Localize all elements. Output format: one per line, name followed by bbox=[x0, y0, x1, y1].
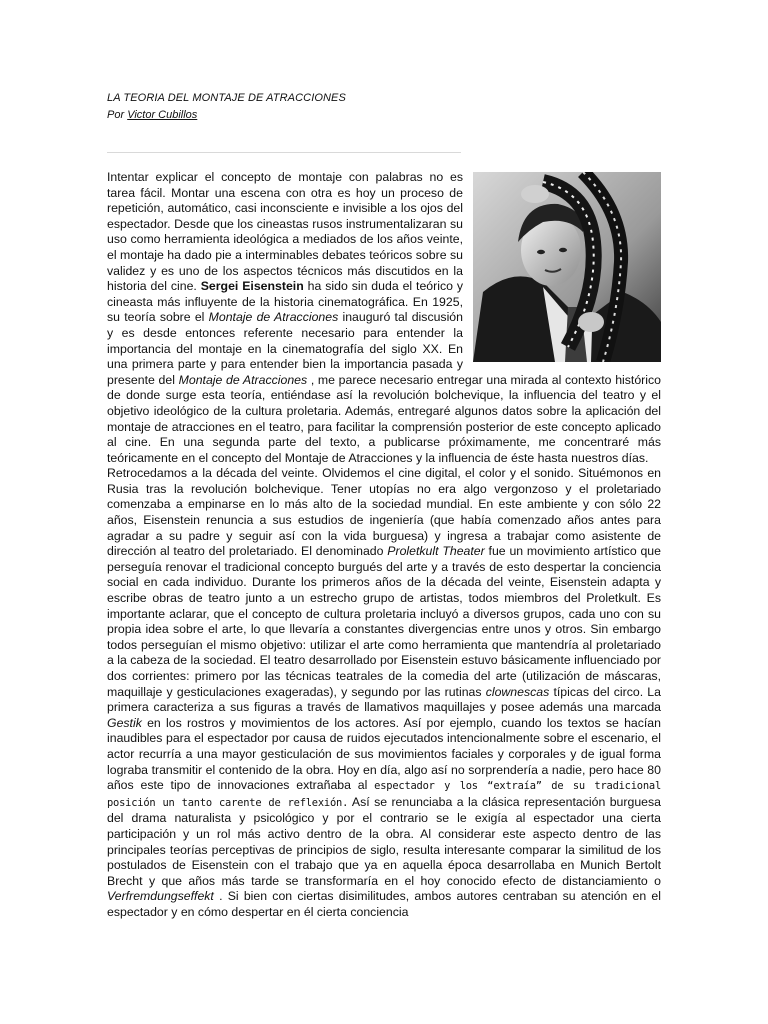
text-run: fue un movimiento artístico que perseguía renovar el tradicional concepto burgués del arte y a través de esto despertar la conciencia social en cada individuo. Durante los primeros años de la década del veinte, Eisenstein adapta y escribe obras de teatro junto a un estrecho grupo de artistas, todos miembros del Proletkult. Es importante aclarar, que el concepto de cultura proletaria incluyó a diversos grupos, cada uno con su propia idea sobre el arte, lo que llevaría a constantes divergencias entre unos y otros. Sin embargo todos perseguían el mismo objetivo: utilizar el arte como herramienta que mantendría al proletariado a la cabeza de la sociedad. El teatro desarrollado por Eisenstein estuvo básicamente influenciado por dos corrientes: primero por las técnicas teatrales de la comedia del arte (utilización de máscaras, maquillaje y gesticulaciones exageradas), y segundo por las rutinas bbox=[107, 544, 661, 699]
text-run: . Si bien con ciertas disimilitudes, ambos autores centraban su atención en el espectador y en cómo despertar en él cierta conciencia bbox=[107, 889, 661, 919]
text-run: Intentar explicar el concepto de montaje con palabras no es tarea fácil. Montar una escena con otra es hoy un proceso de repetición, automático, casi inconsciente e invisible a los ojos del espectador. Desde que los cineastas rusos instrumentalizaran su uso como herramienta ideológica a mediados de los años veinte, el montaje ha dado pie a interminables debates teóricos sobre su validez y es uno de los aspectos técnicos más discutidos en la historia del cine. bbox=[107, 170, 463, 294]
article-title: LA TEORIA DEL MONTAJE DE ATRACCIONES bbox=[107, 92, 346, 104]
bold-name: Sergei Eisenstein bbox=[200, 279, 304, 294]
monospace-run: espectador y los “extraía” de su tradicional posición un tanto carente de reflexión. bbox=[107, 780, 662, 809]
text-run: ha sido sin duda el teórico y cineasta más influyente de la historia cinematográfica. En 1925, su teoría sobre el bbox=[107, 279, 463, 325]
photo-illustration bbox=[473, 172, 661, 362]
text-run: Así se renunciaba a la clásica representación burguesa del drama naturalista y psicológico y por el contrario se le exigía al espectador una cierta participación y un rol más activo dentro de la obra. Al considerar este aspecto dentro de las principales teorías perceptivas de principios de siglo, resulta interesante comparar la similitud de los postulados de Eisenstein con el trabajo que ya en aquella época desarrollaba en Munich Bertolt Brecht y que años más tarde se transformaría en el hoy conocido efecto de distanciamiento o bbox=[107, 794, 661, 888]
italic-term: Gestik bbox=[107, 715, 142, 730]
text-run: en los rostros y movimientos de los actores. Así por ejemplo, cuando los textos se hacían inaudibles para el espectador por causa de ruidos ejecutados intencionalmente sobre el escenario, el actor recurría a una mayor gesticulación de sus movimientos faciales y corporales y de igual forma lograba transmitir el contenido de la obra. Hoy en día, algo así no sorprendería a nadie, pero hace 80 años este tipo de innovaciones extrañaba al bbox=[107, 715, 661, 793]
italic-term: Montaje de Atracciones bbox=[178, 372, 308, 387]
paragraph-2 bbox=[107, 466, 661, 920]
divider bbox=[107, 152, 461, 153]
author-link[interactable]: Victor Cubillos bbox=[127, 109, 198, 121]
eisenstein-photo bbox=[473, 172, 661, 362]
italic-term: Montaje de Atracciones bbox=[208, 310, 339, 325]
italic-term: Verfremdungseffekt bbox=[107, 889, 214, 904]
byline-prefix: Por bbox=[107, 109, 128, 121]
text-run: , me parece necesario entregar una mirada al contexto histórico de donde surge esta teoría, entiéndase así la revolución bolchevique, la influencia del teatro y el objetivo ideológico de la cultura proletaria. Además, entregaré algunos datos sobre la aplicación del montaje de atracciones en el teatro, para facilitar la comprensión posterior de este concepto aplicado al cine. En una segunda parte del texto, a publicarse próximamente, me concentraré más teóricamente en el concepto del Montaje de Atracciones y la influencia de éste hasta nuestros días. bbox=[107, 372, 661, 465]
text-run: típicas del circo. La primera caracteriza a sus figuras a través de llamativos maquillajes y posee además una marcada bbox=[107, 684, 661, 715]
text-run: Retrocedamos a la década del veinte. Olvidemos el cine digital, el color y el sonido. Situémonos en Rusia tras la revolución bolchevique. Tener utopías no era algo vergonzoso y el proletariado comenzaba a empinarse en lo más alto de la sociedad mundial. En este ambiente y con sólo 22 años, Eisenstein renuncia a sus estudios de ingeniería (que había comenzado años antes para agradar a su padre y seguir así con la vida burguesa) y ingresa a trabajar como asistente de dirección al teatro del proletariado. El denominado bbox=[107, 466, 661, 559]
text-run: inauguró tal discusión y es desde entonces referente necesario para entender la importancia del montaje en la cinematografía del siglo XX. En una primera parte y para entender bien la importancia pasada y presente del bbox=[107, 310, 463, 387]
byline bbox=[107, 109, 197, 121]
italic-term: Proletkult Theater bbox=[387, 544, 485, 559]
article-body bbox=[107, 170, 661, 921]
italic-term: clownescas bbox=[485, 684, 550, 699]
